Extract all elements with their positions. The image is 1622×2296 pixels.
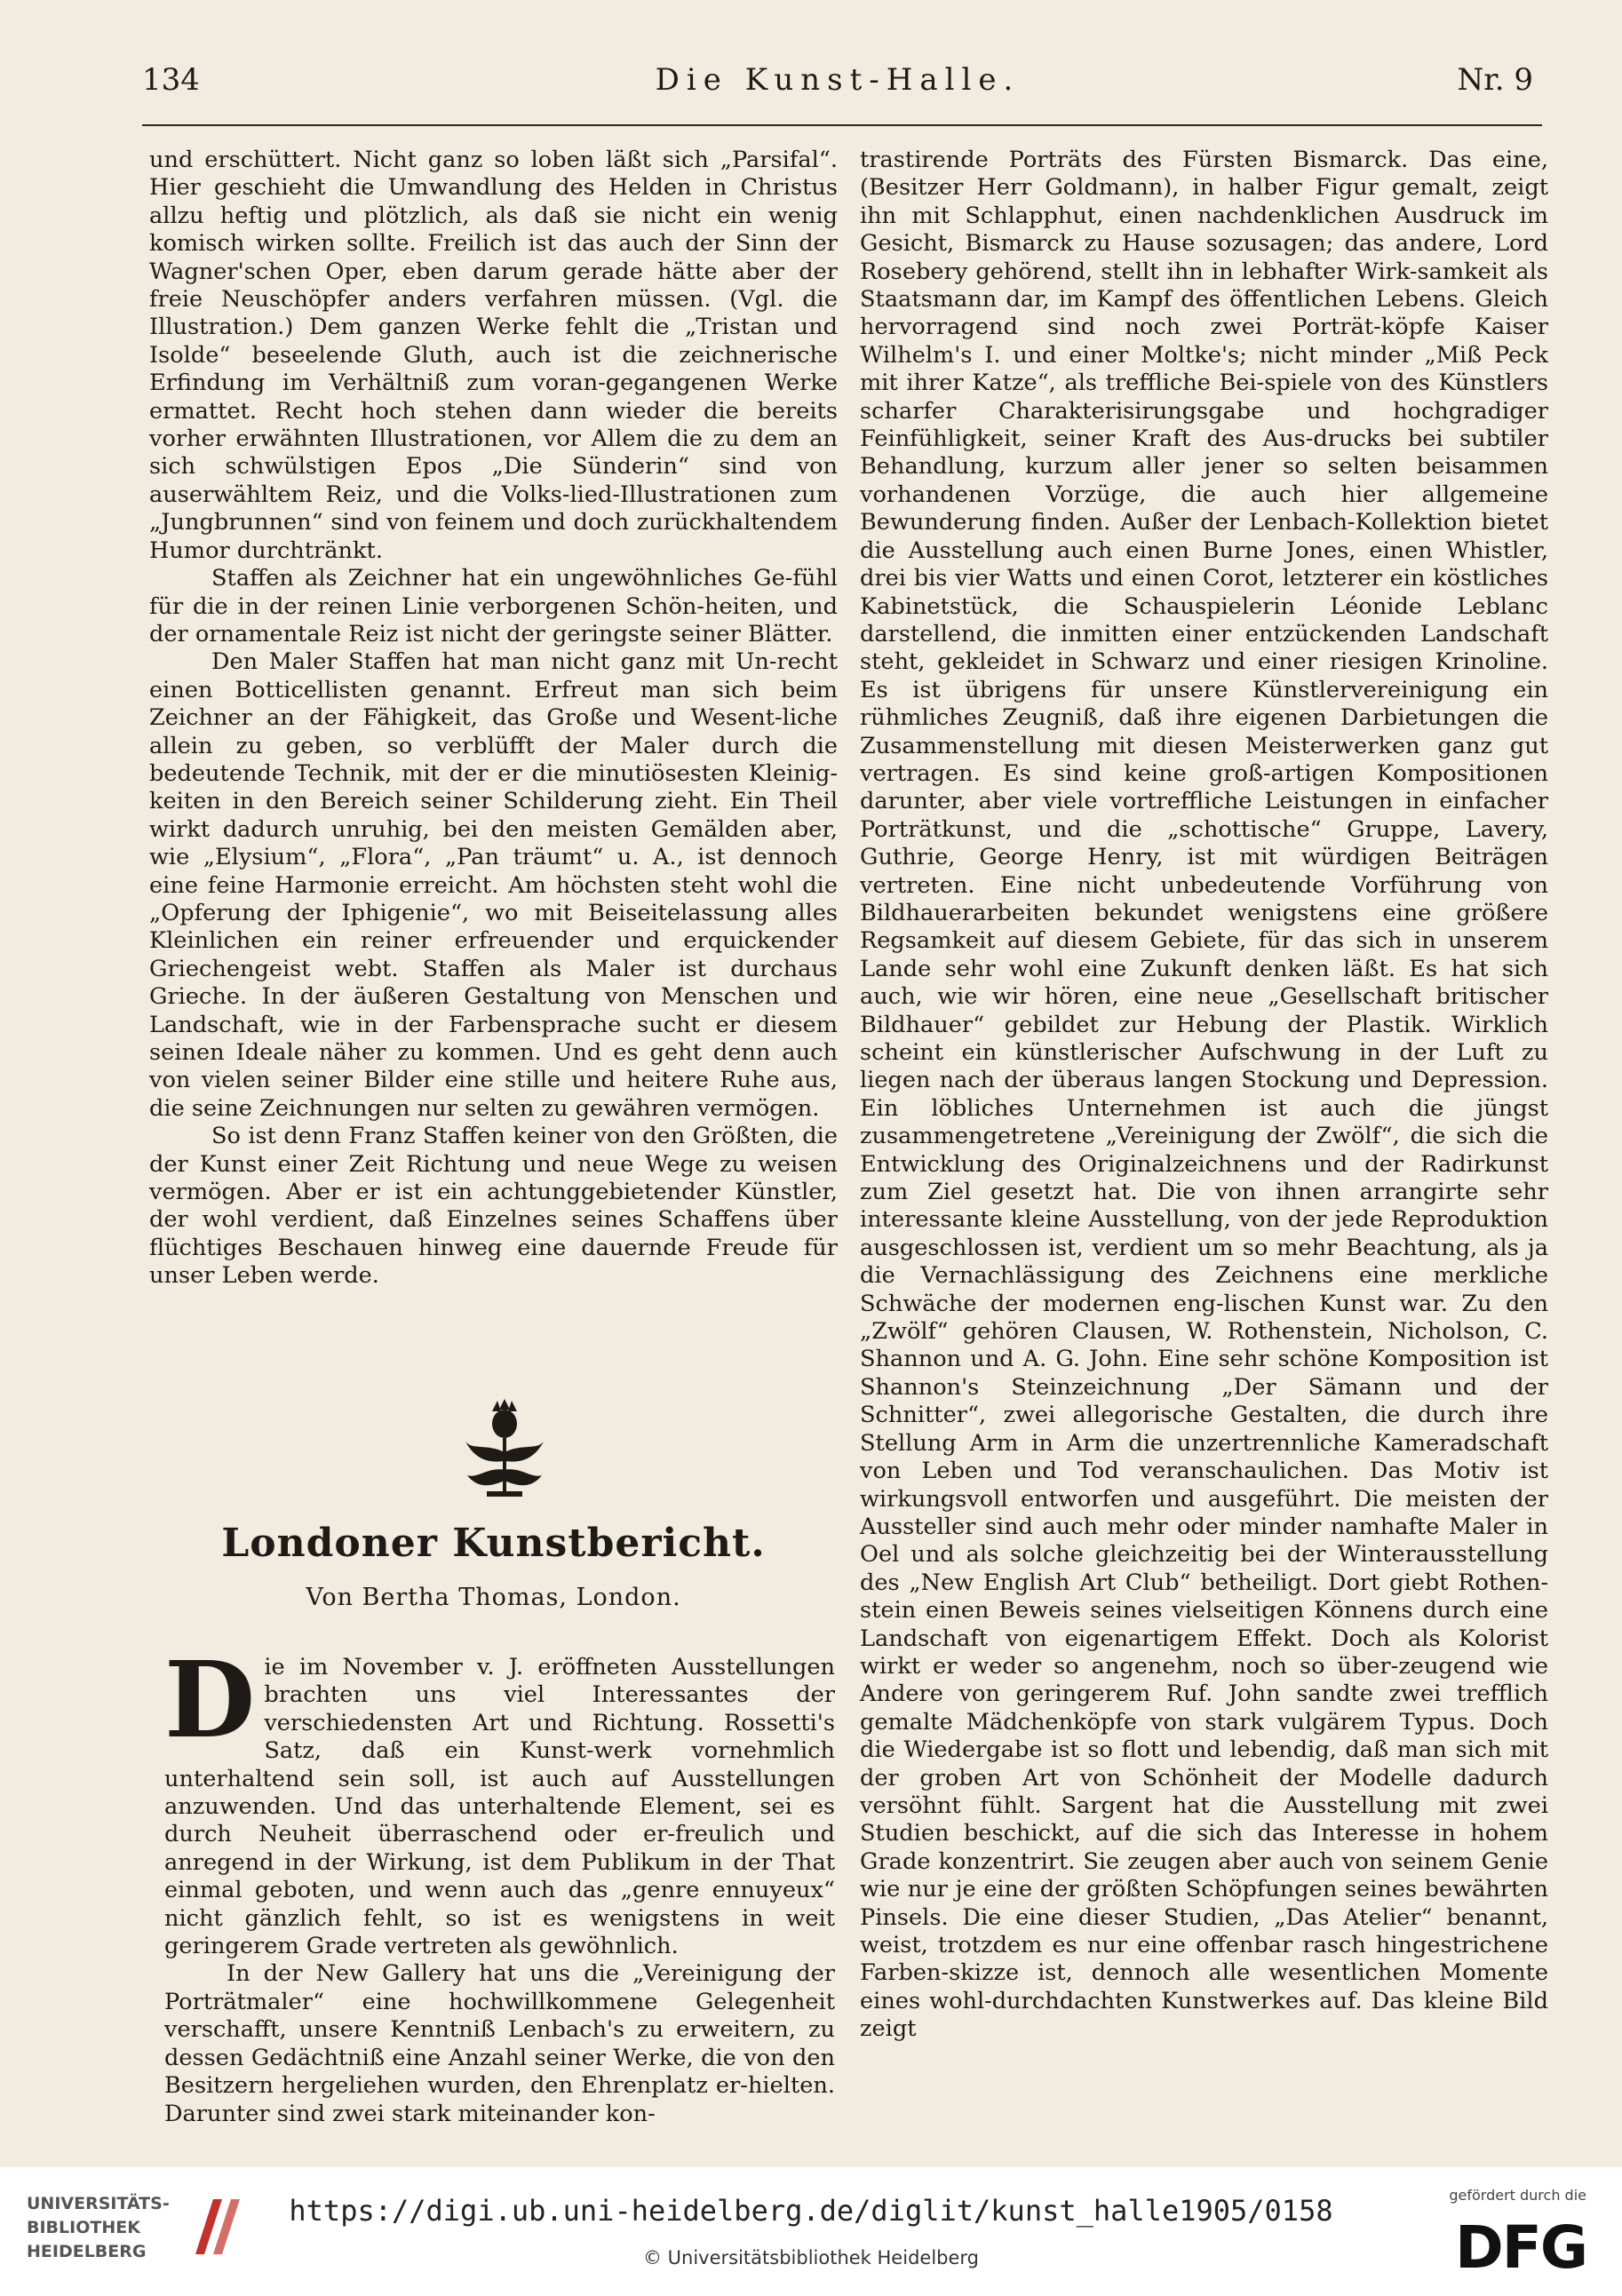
article-title: Londoner Kunstbericht. [221,1521,766,1566]
header-rule [142,124,1542,126]
dfg-logo[interactable]: DFG [1454,2213,1586,2282]
funding-note: gefördert durch die [1449,2187,1586,2204]
paragraph: trastirende Porträts des Fürsten Bismarck. Das eine, (Besitzer Herr Goldmann), in halber Figur gemalt, zeigt ihn mit Schlapphut, einen nachdenklichen Ausdruck im Gesicht, Bismarck zu Hause sozusagen; das andere, Lord Rosebery gehörend, stellt ihn in lebhafter Wirk-samkeit als Staatsmann dar, im Kampf des öffentlichen Lebens. Gleich hervorragend sind noch zwei Porträt-köpfe Kaiser Wilhelm's I. und einer Moltke's; nicht minder „Miß Peck mit ihrer Katze“, als treffliche Bei-spiele von des Künstlers scharfer Charakterisirungsgabe und hochgradiger Feinfühligkeit, seiner Kraft des Aus-drucks bei subtiler Behandlung, kurzum aller jener so selten beisammen vorhandenen Vorzüge, die auch hier allgemeine Bewunderung finden. Außer der Lenbach-Kollektion bietet die Ausstellung auch einen Burne Jones, einen Whistler, drei bis vier Watts und einen Corot, letzterer ein köstliches Kabinetstück, die Schauspielerin Léonide Leblanc darstellend, die inmitten einer entzückenden Landschaft steht, gekleidet in Schwarz und einer riesigen Krinoline. Es ist übrigens für unsere Künstlervereinigung ein rühmliches Zeugniß, daß ihre eigenen Darbietungen die Zusammenstellung mit diesen Meisterwerken ganz gut vertragen. Es sind keine groß-artigen Kompositionen darunter, aber viele vortreffliche Leistungen in einfacher Porträtkunst, und die „schottische“ Gruppe, Lavery, Guthrie, George Henry, ist mit würdigen Beiträgen vertreten. Eine nicht unbedeutende Vorführung von Bildhauerarbeiten bekundet wenigstens eine größere Regsamkeit auf diesem Gebiete, für das sich in unserem Lande sehr wohl eine Zukunft denken läßt. Es hat sich auch, wie wir hören, eine neue „Gesellschaft britischer Bildhauer“ gebildet zur Hebung der Plastik. Wirklich scheint ein künstlerischer Aufschwung in der Luft zu liegen nach der überaus langen Stockung und Depression. Ein löbliches Unternehmen ist auch die jüngst zusammengetretene „Vereinigung der Zwölf“, die sich die Entwicklung des Originalzeichnens und der Radirkunst zum Ziel gesetzt hat. Die von ihnen arrangirte sehr interessante kleine Ausstellung, von der jede Reproduktion ausgeschlossen ist, verdient um so mehr Beachtung, als ja die Vernachlässigung des Zeichnens eine merkliche Schwäche der modernen eng-lischen Kunst war. Zu den „Zwölf“ gehören Clausen, W. Rothenstein, Nicholson, C. Shannon und A. G. John. Eine sehr schöne Komposition ist Shannon's Steinzeichnung „Der Sämann und der Schnitter“, zwei allegorische Gestalten, die durch ihre Stellung Arm in Arm die unzertrennliche Kameradschaft von Leben und Tod veranschaulichen. Das Motiv ist wirkungsvoll entworfen und ausgeführt. Die meisten der Aussteller sind auch mehr oder minder namhafte Maler in Oel und als solche gleichzeitig bei der Winterausstellung des „New English Art Club“ betheiligt. Dort giebt Rothen-stein einen Beweis seines vielseitigen Könnens durch eine Landschaft von eigenartigem Effekt. Doch als Kolorist wirkt er weder so angenehm, noch so über-zeugend wie Andere von geringerem Ruf. John sandte zwei trefflich gemalte Mädchenköpfe von stark vulgärem Typus. Doch die Wiedergabe ist so flott und lebendig, daß man sich mit der groben Art von Schönheit der Modelle dadurch versöhnt fühlt. Sargent hat die Ausstellung mit zwei Studien beschickt, auf die sich das Interesse in hohem Grade konzentrirt. Sie zeugen aber auch von seinem Genie wie nur je eine der größten Schöpfungen seines bewährten Pinsels. Die eine dieser Studien, „Das Atelier“ benannt, weist, trotzdem es nur eine offenbar rasch hingestrichene Farben-skizze ist, dennoch alle wesentlichen Momente eines wohl-durchdachten Kunstwerkes auf. Das kleine Bild zeigt [860,147,1548,2043]
drop-cap: D [164,1638,256,1761]
journal-title: Die Kunst-Halle. [655,62,1021,98]
permalink-url[interactable]: https://digi.ub.uni-heidelberg.de/diglit/kunst_halle1905/0158 [289,2194,1333,2228]
running-head [142,62,1533,115]
article-body [164,1638,835,2128]
paragraph: In der New Gallery hat uns die „Vereinigung der Porträtmaler“ eine hochwillkommene Gelegenheit verschafft, unsere Kenntniß Lenbach's zu erweitern, zu dessen Gedächtniß eine Anzahl seiner Werke, die von den Besitzern hergeliehen wurden, den Ehrenplatz er-hielten. Darunter sind zwei stark miteinander kon- [164,1960,835,2127]
page-number: 134 [142,62,200,98]
paragraph: und erschüttert. Nicht ganz so loben läßt sich „Parsifal“. Hier geschieht die Umwandlung des Helden in Christus allzu heftig und plötzlich, als daß sie nicht ein wenig komisch wirken sollte. Freilich ist das auch der Sinn der Wagner'schen Oper, eben darum gerade hätte aber der freie Neuschöpfer anders verfahren müssen. (Vgl. die Illustration.) Dem ganzen Werke fehlt die „Tristan und Isolde“ beseelende Gluth, auch ist die zeichnerische Erfindung im Verhältniß zum voran-gegangenen Werke ermattet. Recht hoch stehen dann wieder die bereits vorher erwähnten Illustrationen, vor Allem die zu dem an sich schwülstigen Epos „Die Sünderin“ sind von auserwähltem Reiz, und die Volks-lied-Illustrationen zum „Jungbrunnen“ sind von feinem und doch zurückhaltendem Humor durchtränkt. [149,147,838,564]
paragraph: Den Maler Staffen hat man nicht ganz mit Un-recht einen Botticellisten genannt. Erfreut man sich beim Zeichner an der Fähigkeit, das Große und Wesent-liche allein zu geben, so verblüfft der Maler durch die bedeutende Technik, mit der er die minutiösesten Kleinig-keiten in den Bereich seiner Schilderung zieht. Ein Theil wirkt dadurch unruhig, bei den meisten Gemälden aber, wie „Elysium“, „Flora“, „Pan träumt“ u. A., ist dennoch eine feine Harmonie erreicht. Am höchsten steht wohl die „Opferung der Iphigenie“, wo mit Beiseitelassung alles Kleinlichen ein reiner erfreuender und erquickender Griechengeist webt. Staffen als Maler ist durchaus Grieche. In der äußeren Gestaltung von Menschen und Landschaft, wie in der Farbensprache sucht er diesem seinen Ideale näher zu kommen. Und es geht denn auch von vielen seiner Bilder eine stille und heitere Ruhe aus, die seine Zeichnungen nur selten zu gewähren vermögen. [149,648,838,1122]
paragraph-text: ie im November v. J. eröffneten Ausstellungen brachten uns viel Interessantes der verschiedensten Art und Richtung. Rossetti's Satz, daß ein Kunst-werk vornehmlich unterhaltend sein soll, ist auch auf Ausstellungen anzuwenden. Und das unterhaltende Element, sei es durch Neuheit überraschend oder er-freulich und anregend in der Wirkung, ist dem Publikum in der That einmal geboten, und wenn auch das „genre ennuyeux“ nicht gänzlich fehlt, so ist es wenigstens in weit geringerem Grade vertreten als gewöhnlich. [164,1654,835,1960]
issue-number: Nr. 9 [1457,62,1533,98]
article-byline: Von Bertha Thomas, London. [306,1584,681,1611]
library-name: UNIVERSITÄTS- BIBLIOTHEK HEIDELBERG [27,2194,170,2261]
thistle-ornament-icon [460,1399,549,1501]
right-column [860,147,1548,2044]
digitization-footer [0,2167,1622,2296]
paragraph [164,1638,835,1960]
copyright-notice: © Universitätsbibliothek Heidelberg [642,2247,979,2268]
paragraph: So ist denn Franz Staffen keiner von den Größten, die der Kunst einer Zeit Richtung und neue Wege zu weisen vermögen. Aber er ist ein achtunggebietender Künstler, der wohl verdient, daß Einzelnes seines Schaffens über flüchtiges Beschauen hinweg eine dauernde Freude für unser Leben werde. [149,1123,838,1290]
left-column [149,147,838,1291]
paragraph: Staffen als Zeichner hat ein ungewöhnliches Ge-fühl für die in der reinen Linie verborgenen Schön-heiten, und der ornamentale Reiz ist nicht der geringste seiner Blätter. [149,565,838,647]
